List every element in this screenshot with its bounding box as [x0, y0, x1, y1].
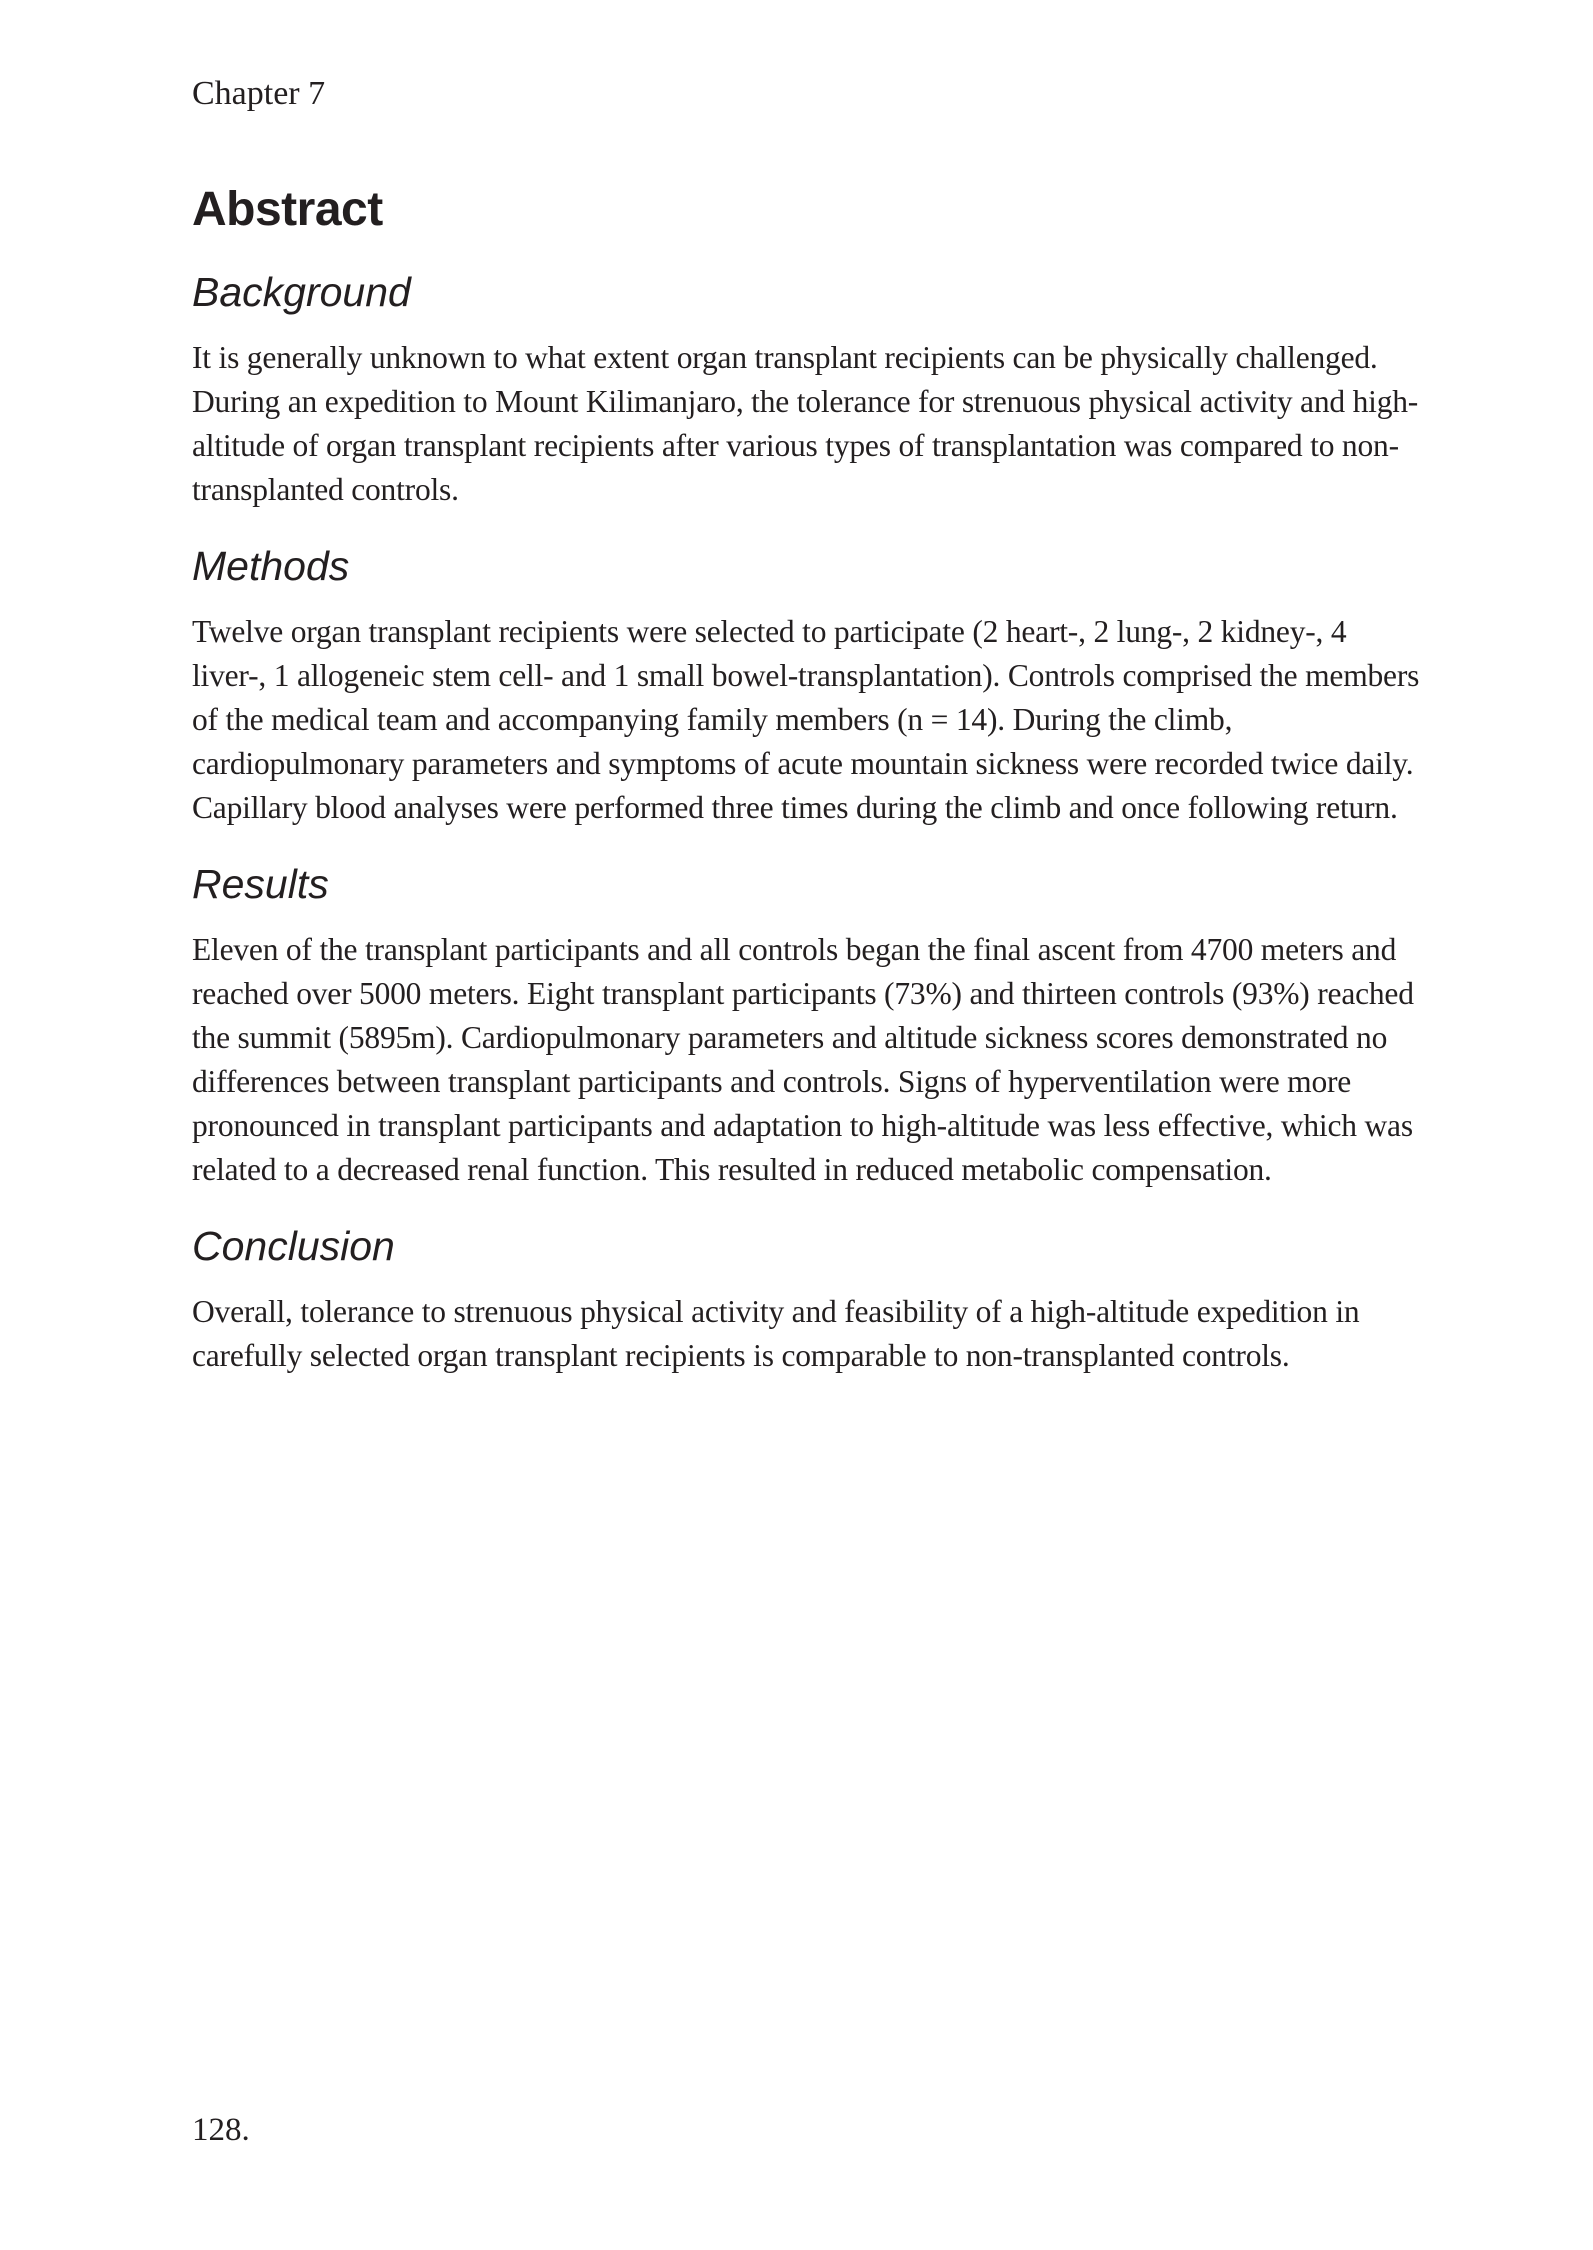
- section-body-methods: Twelve organ transplant recipients were selected to participate (2 heart-, 2 lung-, 2 kidney-, 4 liver-, 1 allogeneic stem cell- and 1 small bowel-transplantation). Controls comprised the members of the medical team and accompanying family members (n = 14). During the climb, cardiopulmonary parameters and symptoms of acute mountain sickness were recorded twice daily. Capillary blood analyses were performed three times during the climb and once following return.: [192, 614, 1420, 825]
- section-heading-results: Results: [192, 861, 329, 907]
- section-conclusion: [192, 1220, 1422, 1378]
- section-body-background: It is generally unknown to what extent organ transplant recipients can be physically challenged. During an expedition to Mount Kilimanjaro, the tolerance for strenuous physical activity and high-altitude of organ transplant recipients after various types of transplantation was compared to non-transplanted controls.: [192, 340, 1419, 507]
- section-heading-conclusion: Conclusion: [192, 1223, 395, 1269]
- section-methods: [192, 540, 1422, 830]
- abstract-title: Abstract: [192, 183, 383, 236]
- section-background: [192, 266, 1422, 512]
- section-heading-background: Background: [192, 269, 411, 315]
- page-number: 128.: [192, 2112, 250, 2148]
- section-body-results: Eleven of the transplant participants and all controls began the final ascent from 4700 meters and reached over 5000 meters. Eight transplant participants (73%) and thirteen controls (93%) reached the summit (5895m). Cardiopulmonary parameters and altitude sickness scores demonstrated no differences between transplant participants and controls. Signs of hyperventilation were more pronounced in transplant participants and adaptation to high-altitude was less effective, which was related to a decreased renal function. This resulted in reduced metabolic compensation.: [192, 932, 1414, 1187]
- section-heading-methods: Methods: [192, 543, 350, 589]
- running-head: Chapter 7: [192, 75, 326, 112]
- section-body-conclusion: Overall, tolerance to strenuous physical activity and feasibility of a high-altitude expedition in carefully selected organ transplant recipients is comparable to non-transplanted controls.: [192, 1294, 1360, 1373]
- section-results: [192, 858, 1422, 1192]
- abstract-content: [192, 180, 1422, 1406]
